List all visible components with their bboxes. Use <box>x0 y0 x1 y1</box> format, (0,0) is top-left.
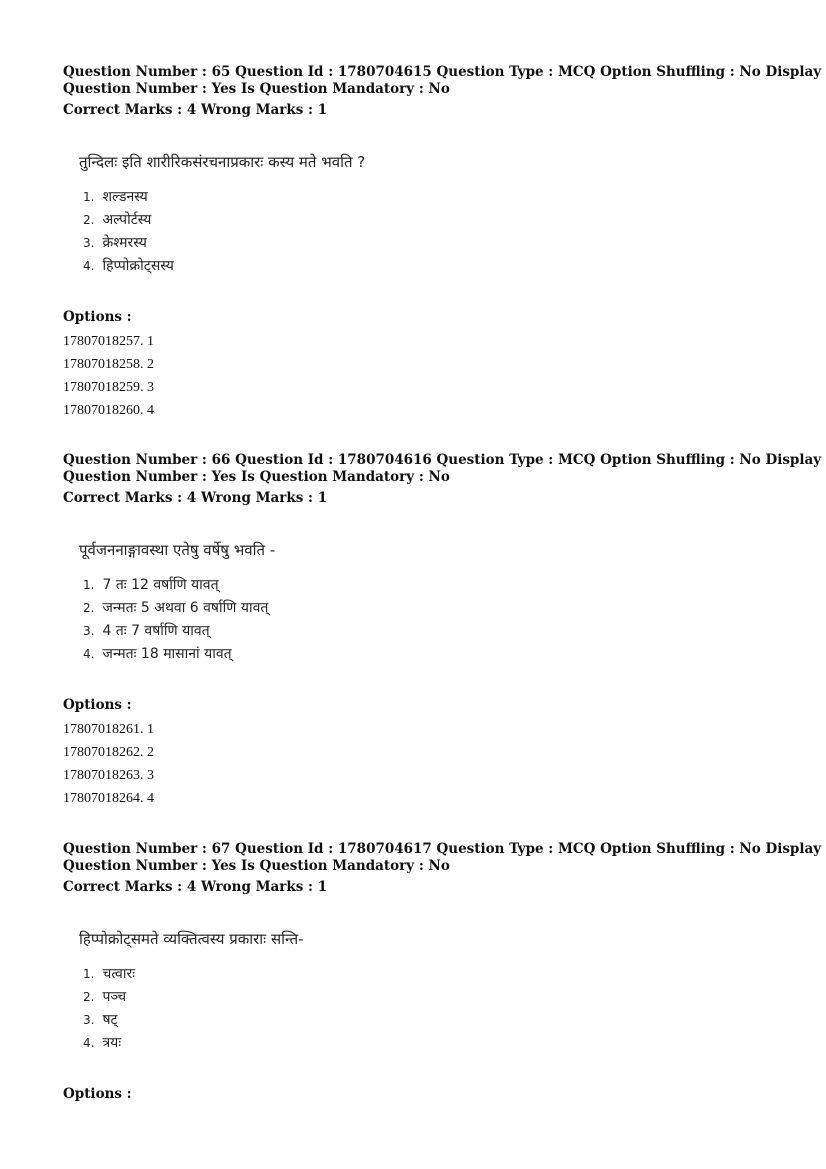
choice-item <box>83 643 783 666</box>
choice-number: 2. <box>83 213 95 227</box>
option-id-item: 17807018259. 3 <box>63 380 154 395</box>
meta-line-2: Question Number : Yes Is Question Mandatory : No <box>63 469 450 485</box>
choice-item <box>83 1009 783 1032</box>
choice-text: पञ्च <box>102 989 127 1005</box>
question-stem: तुन्दिलः इति शारीरिकसंरचनाप्रकारः कस्य मते भवति ? <box>79 153 366 171</box>
choice-item <box>83 597 783 620</box>
choice-number: 4. <box>83 259 95 273</box>
question-stem: पूर्वजननाङ्गावस्था एतेषु वर्षेषु भवति - <box>79 541 276 559</box>
choice-number: 3. <box>83 624 95 638</box>
choice-item <box>83 232 783 255</box>
choice-number: 4. <box>83 1036 95 1050</box>
option-id-item: 17807018262. 2 <box>63 745 154 760</box>
meta-line-2: Question Number : Yes Is Question Mandatory : No <box>63 81 450 97</box>
question-block <box>63 64 822 422</box>
options-label: Options : <box>63 697 132 713</box>
choice-text: क्रेश्मरस्य <box>102 235 147 251</box>
option-id-item: 17807018258. 2 <box>63 357 154 372</box>
choice-text: जन्मतः 5 अथवा 6 वर्षाणि यावत् <box>102 600 269 616</box>
question-block <box>63 841 822 1103</box>
choice-text: शल्डनस्य <box>102 189 148 205</box>
choice-item <box>83 1032 783 1055</box>
choice-number: 3. <box>83 236 95 250</box>
choice-number: 1. <box>83 578 95 592</box>
choice-item <box>83 620 783 643</box>
question-meta <box>63 452 822 507</box>
choice-list <box>83 963 783 1055</box>
option-id-item: 17807018264. 4 <box>63 791 154 806</box>
choice-text: अल्पोर्टस्य <box>102 212 152 228</box>
choice-text: चत्वारः <box>102 966 136 982</box>
choice-list <box>83 186 783 278</box>
question-block <box>63 452 822 810</box>
choice-item <box>83 574 783 597</box>
choice-item <box>83 986 783 1009</box>
choice-number: 2. <box>83 990 95 1004</box>
option-id-item: 17807018261. 1 <box>63 722 154 737</box>
choice-number: 4. <box>83 647 95 661</box>
option-id-item: 17807018263. 3 <box>63 768 154 783</box>
choice-item <box>83 186 783 209</box>
choice-text: त्रयः <box>102 1035 122 1051</box>
question-meta <box>63 841 822 896</box>
meta-line-1: Question Number : 67 Question Id : 1780704617 Question Type : MCQ Option Shuffling : No Display <box>63 841 822 857</box>
choice-list <box>83 574 783 666</box>
choice-item <box>83 209 783 232</box>
choice-item <box>83 963 783 986</box>
meta-line-2: Question Number : Yes Is Question Mandatory : No <box>63 858 450 874</box>
meta-line-3: Correct Marks : 4 Wrong Marks : 1 <box>63 102 328 118</box>
choice-text: हिप्पोक्रोट्सस्य <box>102 258 174 274</box>
choice-text: 7 तः 12 वर्षाणि यावत् <box>102 577 219 593</box>
choice-text: षट् <box>102 1012 118 1028</box>
choice-item <box>83 255 783 278</box>
meta-line-3: Correct Marks : 4 Wrong Marks : 1 <box>63 879 328 895</box>
options-label: Options : <box>63 309 132 325</box>
choice-number: 3. <box>83 1013 95 1027</box>
choice-number: 1. <box>83 190 95 204</box>
question-stem: हिप्पोक्रोट्समते व्यक्तित्वस्य प्रकाराः सन्ति- <box>79 930 304 948</box>
option-id-item: 17807018260. 4 <box>63 403 154 418</box>
choice-text: 4 तः 7 वर्षाणि यावत् <box>102 623 210 639</box>
option-id-list <box>63 330 783 422</box>
meta-line-1: Question Number : 66 Question Id : 1780704616 Question Type : MCQ Option Shuffling : No Display <box>63 452 822 468</box>
choice-number: 1. <box>83 967 95 981</box>
meta-line-1: Question Number : 65 Question Id : 1780704615 Question Type : MCQ Option Shuffling : No Display <box>63 64 822 80</box>
meta-line-3: Correct Marks : 4 Wrong Marks : 1 <box>63 490 328 506</box>
option-id-list <box>63 718 783 810</box>
options-label: Options : <box>63 1086 132 1102</box>
choice-number: 2. <box>83 601 95 615</box>
question-meta <box>63 64 822 119</box>
option-id-item: 17807018257. 1 <box>63 334 154 349</box>
choice-text: जन्मतः 18 मासानां यावत् <box>102 646 232 662</box>
